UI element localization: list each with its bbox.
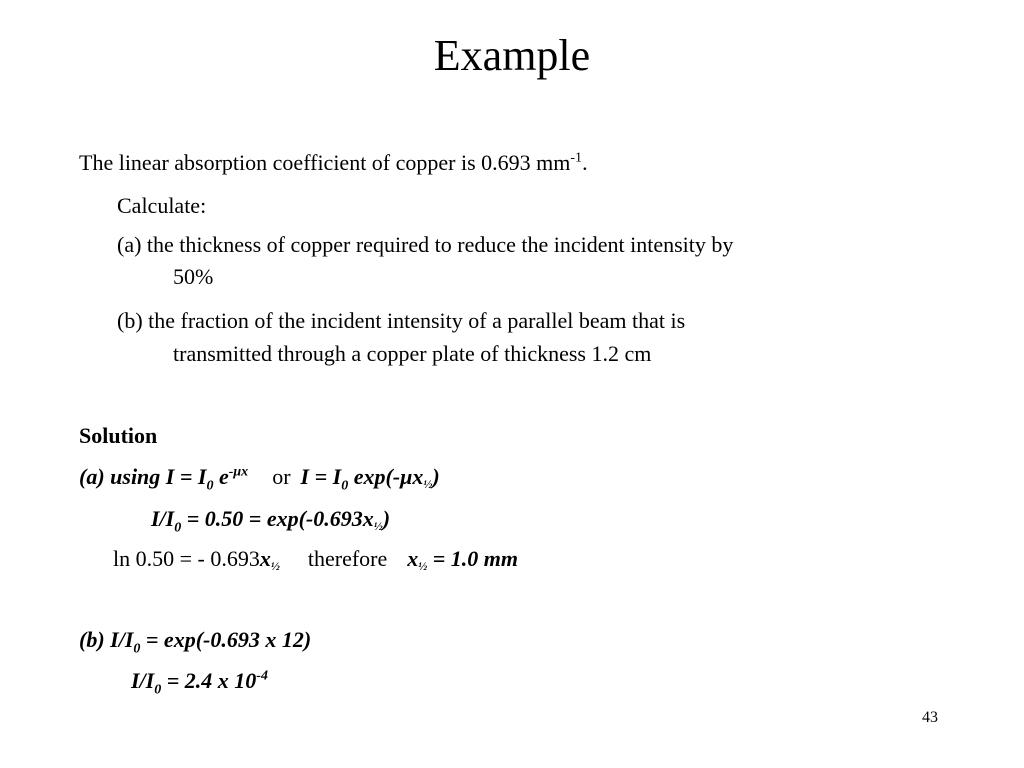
part-b-line1: (b) the fraction of the incident intensity of a parallel beam that is xyxy=(117,308,686,333)
part-a-line2: 50% xyxy=(173,264,214,289)
ln-start: ln 0.50 = - 0.693 xyxy=(113,546,260,571)
ln-x: x xyxy=(259,546,271,571)
ratio-half: ½ xyxy=(373,519,383,533)
problem-intro xyxy=(79,149,588,177)
calculate-label: Calculate: xyxy=(117,193,207,218)
b-result-start: I/I xyxy=(131,668,155,693)
slide-title: Example xyxy=(433,31,591,80)
solution-a-or: or xyxy=(272,464,291,489)
solution-a-formula2: I = I xyxy=(300,464,342,489)
ratio-close: ) xyxy=(382,506,391,531)
solution-b-line xyxy=(79,626,312,657)
solution-a-sub: 0 xyxy=(206,478,214,494)
page-number: 43 xyxy=(922,709,938,726)
part-a-line1: (a) the thickness of copper required to reduce the incident intensity by xyxy=(117,232,734,257)
problem-intro-text: The linear absorption coefficient of copper is 0.693 mm xyxy=(79,150,571,175)
result-half: ½ xyxy=(418,559,428,573)
solution-a-formula2-sub: 0 xyxy=(341,478,349,494)
solution-a-sup: -μx xyxy=(228,464,249,480)
solution-heading: Solution xyxy=(79,423,158,448)
b-sub: 0 xyxy=(133,641,141,657)
result-x: x xyxy=(407,546,419,571)
solution-a-label: (a) using I = I xyxy=(79,464,207,489)
solution-a-formula2-end: exp(-μx xyxy=(348,464,424,489)
solution-a-line xyxy=(79,463,440,494)
solution-b-result xyxy=(131,667,268,698)
b-start: (b) I/I xyxy=(79,627,134,652)
therefore-label: therefore xyxy=(307,546,388,571)
ratio-sub: 0 xyxy=(174,520,182,536)
ratio-start: I/I xyxy=(151,506,175,531)
problem-intro-sup: -1 xyxy=(570,150,583,166)
solution-ratio-line xyxy=(151,505,391,536)
problem-intro-end: . xyxy=(582,150,588,175)
part-b-line2: transmitted through a copper plate of thickness 1.2 cm xyxy=(173,341,652,366)
solution-a-half: ½ xyxy=(423,477,433,491)
solution-a-formula2-close: ) xyxy=(432,464,440,489)
solution-ln-line xyxy=(113,545,518,573)
solution-a-e: e xyxy=(213,464,229,489)
b-end: = exp(-0.693 x 12) xyxy=(140,627,312,652)
b-result-sub: 0 xyxy=(154,682,162,698)
result-end: = 1.0 mm xyxy=(427,546,519,571)
b-result-end: = 2.4 x 10 xyxy=(161,668,257,693)
ratio-end: = 0.50 = exp(-0.693x xyxy=(181,506,374,531)
ln-half: ½ xyxy=(270,559,280,573)
b-result-sup: -4 xyxy=(256,668,268,684)
